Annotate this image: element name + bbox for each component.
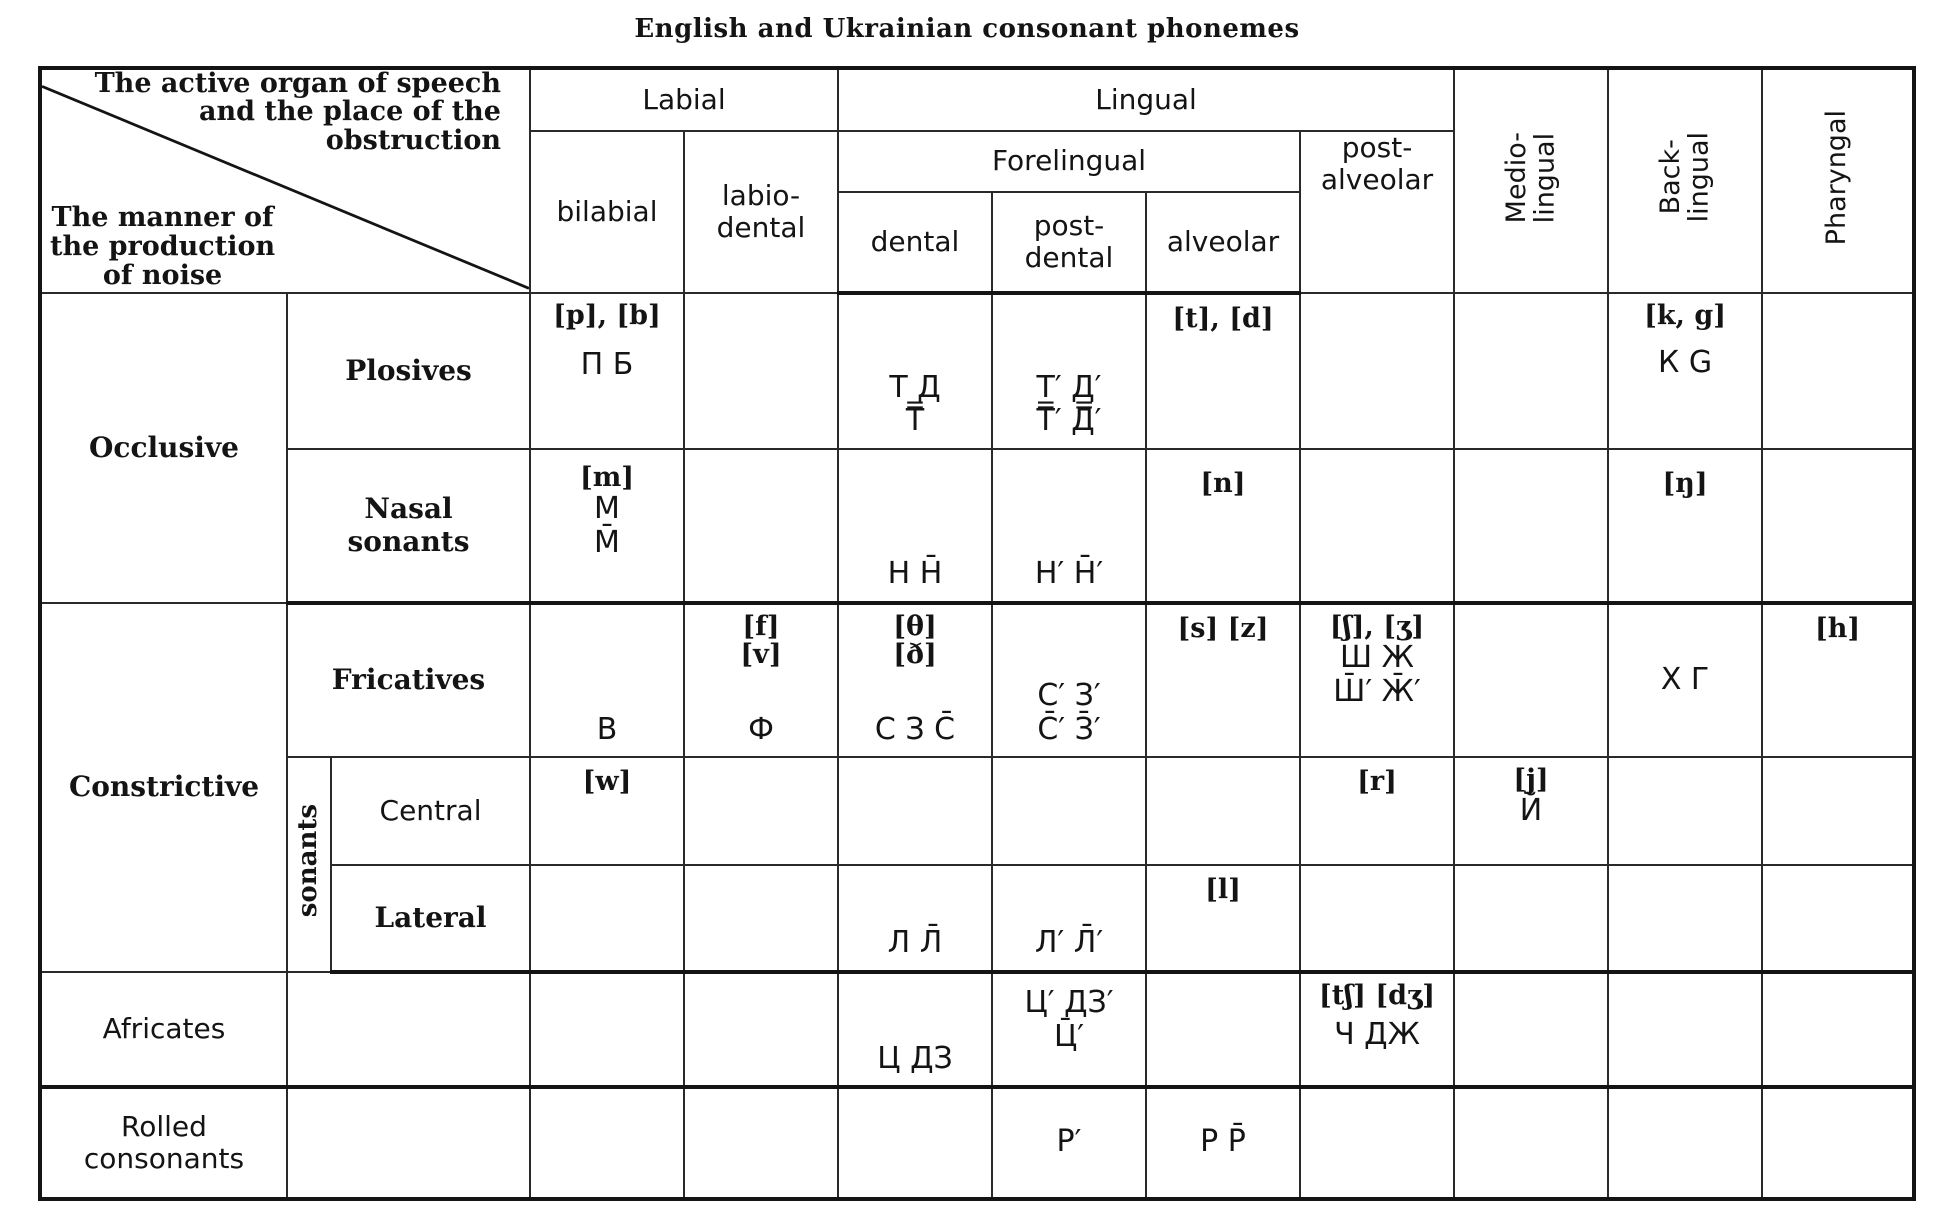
cell-affricates-labiodental: [684, 972, 838, 1088]
cell-lateral-back: [1608, 865, 1762, 972]
cell-nasal-pharyngal: [1762, 449, 1914, 603]
row-central-label: Central: [331, 757, 530, 864]
phoneme-en: [j]: [1513, 764, 1549, 796]
row-constrictive-label: Constrictive: [40, 603, 287, 972]
cell-central-alveolar: [1146, 757, 1300, 864]
phoneme-uk: Т Д Т̿: [889, 369, 941, 439]
phoneme-en: [ʃ], [ʒ]: [1329, 611, 1425, 643]
page-title: English and Ukrainian consonant phonemes: [634, 14, 1300, 44]
cell-plosives-medio: [1454, 293, 1608, 449]
phoneme-uk: Т′ Д′ Т̿′ Д̿′: [1036, 369, 1102, 439]
header-alveolar: alveolar: [1146, 192, 1300, 293]
phoneme-uk: П Б: [580, 347, 634, 383]
cell-rolled-back: [1608, 1087, 1762, 1199]
cell-nasal-bilabial: [530, 449, 684, 603]
phoneme-uk: М М̄: [594, 491, 620, 560]
header-pharyngal: Pharyngal: [1821, 109, 1853, 246]
phoneme-en: [tʃ] [dʒ]: [1318, 979, 1436, 1011]
phoneme-uk: Р Р̄: [1200, 1124, 1246, 1160]
cell-plosives-postdental: [992, 293, 1146, 449]
header-postdental: post- dental: [992, 192, 1146, 293]
header-backlingual-cell: [1608, 68, 1762, 293]
cell-lateral-labiodental: [684, 865, 838, 972]
cell-fricatives-pharyngal: [1762, 603, 1914, 757]
phoneme-en: [θ] [ð]: [893, 611, 937, 671]
cell-plosives-alveolar: [1146, 293, 1300, 449]
cell-lateral-postdental: [992, 865, 1146, 972]
corner-top-label: The active organ of speech and the place of the obstruction: [94, 68, 501, 156]
header-lingual: Lingual: [838, 68, 1454, 131]
cell-lateral-pharyngal: [1762, 865, 1914, 972]
row-affricates: [40, 972, 1914, 1088]
phoneme-uk: К G: [1657, 345, 1713, 381]
phoneme-en: [k, g]: [1644, 299, 1726, 331]
phoneme-uk: Х Г: [1660, 661, 1710, 697]
cell-nasal-back: [1608, 449, 1762, 603]
row-central: [40, 757, 1914, 864]
cell-affricates-medio: [1454, 972, 1608, 1088]
cell-plosives-back: [1608, 293, 1762, 449]
cell-rolled-bilabial: [530, 1087, 684, 1199]
cell-fricatives-postalveolar: [1300, 603, 1454, 757]
cell-affricates-dental: [838, 972, 992, 1088]
header-postalveolar: post- alveolar: [1300, 131, 1454, 293]
phoneme-en: [l]: [1205, 873, 1241, 905]
cell-plosives-bilabial: [530, 293, 684, 449]
row-fricatives-label: Fricatives: [287, 603, 530, 757]
phoneme-uk: Л′ Л̄′: [1034, 925, 1104, 961]
cell-rolled-alveolar: [1146, 1087, 1300, 1199]
cell-rolled-dental: [838, 1087, 992, 1199]
cell-affricates-alveolar: [1146, 972, 1300, 1088]
cell-nasal-postalveolar: [1300, 449, 1454, 603]
header-mediolingual: Medio- lingual: [1500, 131, 1561, 224]
cell-affricates-postdental: [992, 972, 1146, 1088]
sonants-label-cell: [287, 757, 331, 972]
row-fricatives: [40, 603, 1914, 757]
row-plosives-label: Plosives: [287, 293, 530, 449]
row-rolled: [40, 1087, 1914, 1199]
row-rolled-label: Rolled consonants: [40, 1087, 287, 1199]
phoneme-uk: Л Л̄: [887, 925, 943, 961]
cell-rolled-postdental: [992, 1087, 1146, 1199]
cell-central-back: [1608, 757, 1762, 864]
phoneme-en: [p], [b]: [553, 299, 661, 331]
header-pharyngal-cell: [1762, 68, 1914, 293]
header-mediolingual-cell: [1454, 68, 1608, 293]
cell-affricates-manner: [287, 972, 530, 1088]
cell-central-dental: [838, 757, 992, 864]
cell-affricates-postalveolar: [1300, 972, 1454, 1088]
cell-rolled-pharyngal: [1762, 1087, 1914, 1199]
cell-fricatives-labiodental: [684, 603, 838, 757]
cell-lateral-bilabial: [530, 865, 684, 972]
cell-plosives-labiodental: [684, 293, 838, 449]
cell-nasal-dental: [838, 449, 992, 603]
consonant-table: [38, 66, 1916, 1201]
cell-rolled-manner: [287, 1087, 530, 1199]
cell-central-bilabial: [530, 757, 684, 864]
phoneme-uk: Р′: [1056, 1124, 1082, 1160]
phoneme-uk: С З С̄: [874, 711, 956, 747]
phoneme-uk: Ч ДЖ: [1334, 1017, 1420, 1053]
header-bilabial: bilabial: [530, 131, 684, 293]
cell-rolled-postalveolar: [1300, 1087, 1454, 1199]
phoneme-en: [m]: [579, 462, 635, 494]
header-labiodental: labio- dental: [684, 131, 838, 293]
cell-central-medio: [1454, 757, 1608, 864]
cell-nasal-postdental: [992, 449, 1146, 603]
row-nasal: [40, 449, 1914, 603]
phoneme-uk: Ф: [748, 711, 774, 747]
phoneme-uk: С′ З′ С̄′ З̄′: [1037, 677, 1101, 747]
cell-plosives-postalveolar: [1300, 293, 1454, 449]
cell-lateral-dental: [838, 865, 992, 972]
phoneme-en: [ŋ]: [1662, 468, 1708, 500]
row-occlusive-label: Occlusive: [40, 293, 287, 603]
phoneme-en: [r]: [1357, 766, 1397, 798]
phoneme-uk: Й: [1519, 793, 1543, 829]
phoneme-uk: Ш Ж Ш̄′ Ж̄′: [1333, 640, 1421, 709]
cell-central-pharyngal: [1762, 757, 1914, 864]
header-labial: Labial: [530, 68, 838, 131]
phoneme-en: [s] [z]: [1177, 613, 1269, 645]
corner-bottom-label: The manner of the production of noise: [50, 201, 276, 291]
cell-rolled-medio: [1454, 1087, 1608, 1199]
cell-fricatives-postdental: [992, 603, 1146, 757]
header-row-1: [40, 68, 1914, 131]
phoneme-uk: Ц ДЗ: [877, 1040, 953, 1076]
cell-fricatives-dental: [838, 603, 992, 757]
header-corner: [40, 68, 530, 293]
cell-central-postalveolar: [1300, 757, 1454, 864]
phoneme-uk: Н′ Н̄′: [1034, 556, 1104, 592]
header-dental: dental: [838, 192, 992, 293]
cell-nasal-labiodental: [684, 449, 838, 603]
phoneme-en: [f] [v]: [740, 611, 782, 671]
cell-lateral-postalveolar: [1300, 865, 1454, 972]
cell-rolled-labiodental: [684, 1087, 838, 1199]
cell-central-postdental: [992, 757, 1146, 864]
cell-affricates-back: [1608, 972, 1762, 1088]
cell-central-labiodental: [684, 757, 838, 864]
phoneme-uk: Н Н̄: [887, 556, 943, 592]
cell-affricates-pharyngal: [1762, 972, 1914, 1088]
phoneme-uk: В: [596, 711, 618, 747]
cell-fricatives-medio: [1454, 603, 1608, 757]
row-plosives: [40, 293, 1914, 449]
cell-fricatives-alveolar: [1146, 603, 1300, 757]
cell-affricates-bilabial: [530, 972, 684, 1088]
cell-fricatives-bilabial: [530, 603, 684, 757]
phoneme-en: [h]: [1814, 613, 1861, 645]
row-sonants-label: sonants: [293, 804, 324, 918]
cell-lateral-medio: [1454, 865, 1608, 972]
row-lateral-label: Lateral: [331, 865, 530, 972]
phoneme-en: [t], [d]: [1172, 302, 1274, 334]
cell-nasal-medio: [1454, 449, 1608, 603]
cell-plosives-dental: [838, 293, 992, 449]
cell-plosives-pharyngal: [1762, 293, 1914, 449]
phoneme-en: [n]: [1200, 468, 1246, 500]
phoneme-en: [w]: [582, 766, 632, 798]
cell-nasal-alveolar: [1146, 449, 1300, 603]
cell-lateral-alveolar: [1146, 865, 1300, 972]
phoneme-uk: Ц′ ДЗ′ Ц̄′: [1024, 984, 1114, 1054]
header-forelingual: Forelingual: [838, 131, 1300, 192]
row-affricates-label: Africates: [40, 972, 287, 1088]
cell-fricatives-back: [1608, 603, 1762, 757]
header-backlingual: Back- lingual: [1654, 132, 1715, 223]
row-nasal-label: Nasal sonants: [287, 449, 530, 603]
